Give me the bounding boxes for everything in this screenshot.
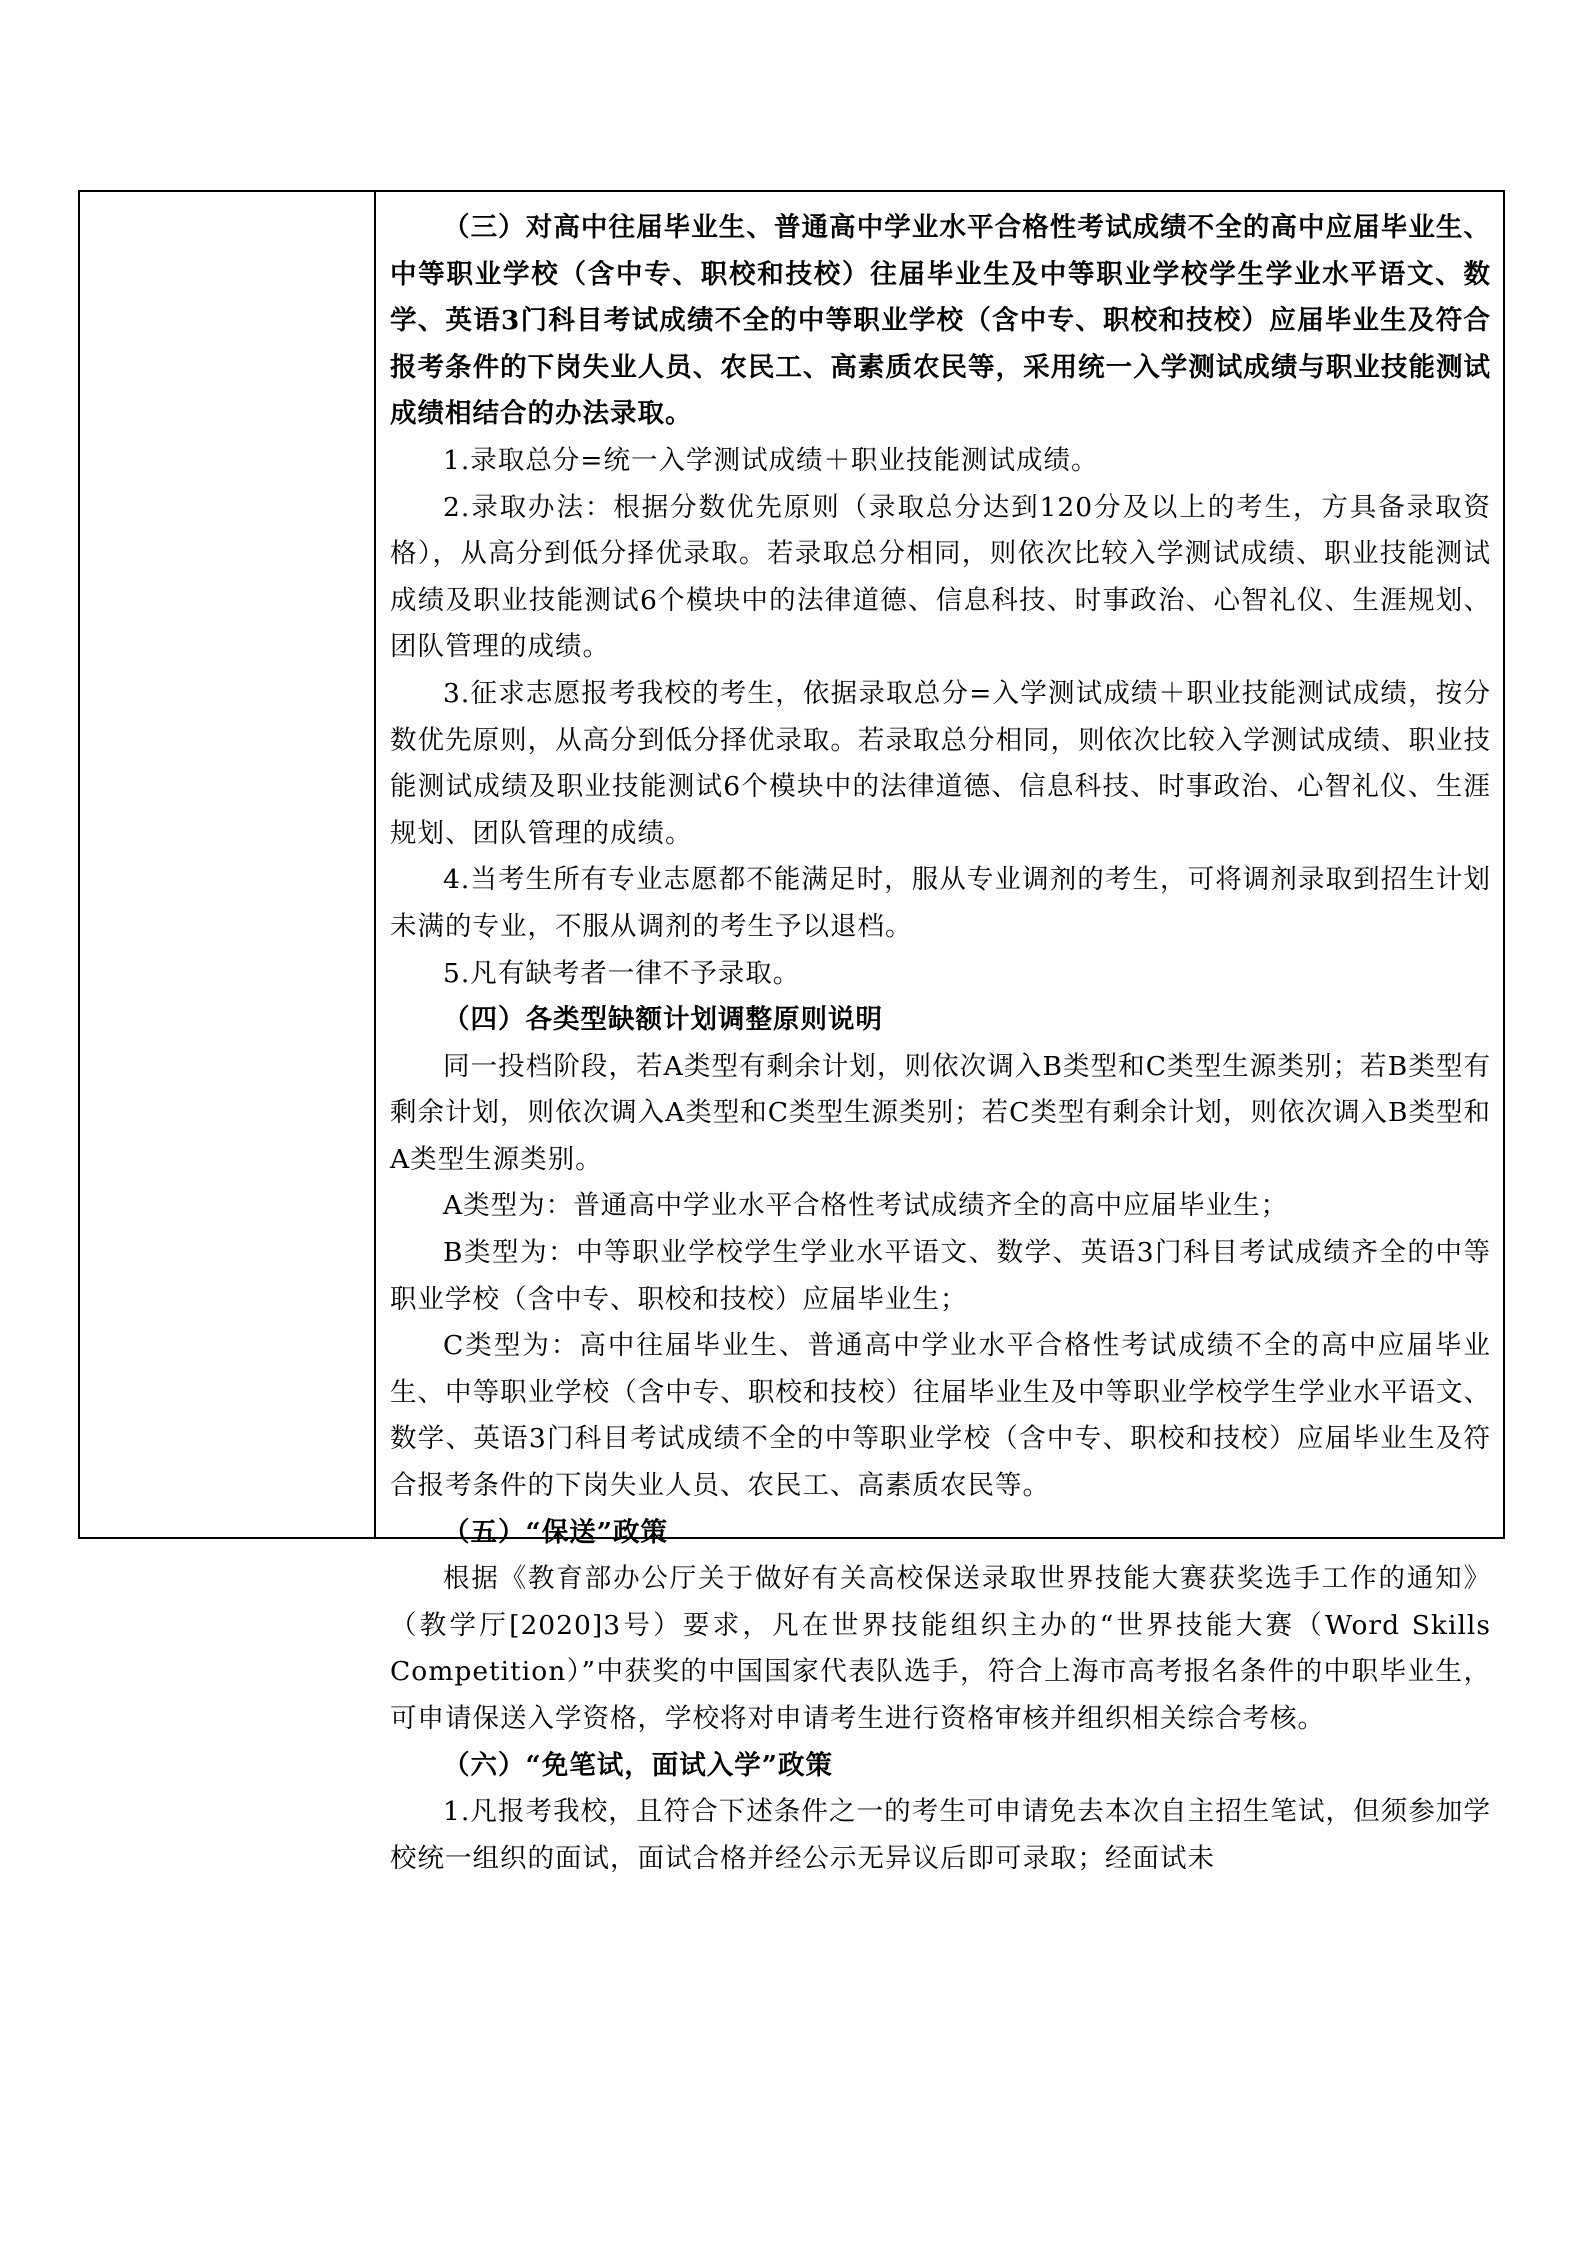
- recommendation-policy-paragraph: 根据《教育部办公厅关于做好有关高校保送录取世界技能大赛获奖选手工作的通知》（教学厅[2020]3号）要求，凡在世界技能组织主办的“世界技能大赛（Word Skills Competition）”中获奖的中国国家代表队选手，符合上海市高考报名条件的中职毕业生，可申请保送入学资格，学校将对申请考生进行资格审核并组织相关综合考核。: [390, 1563, 1491, 1734]
- table-left-cell: [80, 192, 376, 1537]
- section-six-heading: （六）“免笔试，面试入学”政策: [443, 1749, 833, 1781]
- type-a-definition: A类型为：普通高中学业水平合格性考试成绩齐全的高中应届毕业生；: [443, 1190, 1289, 1222]
- section-five-heading: （五）“保送”政策: [443, 1516, 668, 1548]
- table-content-cell: [376, 192, 1503, 1874]
- document-table: [78, 190, 1505, 1874]
- type-c-definition: C类型为：高中往届毕业生、普通高中学业水平合格性考试成绩不全的高中应届毕业生、中等职业学校（含中专、职校和技校）往届毕业生及中等职业学校学生学业水平语文、数学、英语3门科目考试成绩不全的中等职业学校（含中专、职校和技校）应届毕业生及符合报考条件的下岗失业人员、农民工、高素质农民等。: [390, 1330, 1491, 1502]
- section-three-paragraph: （三）对高中往届毕业生、普通高中学业水平合格性考试成绩不全的高中应届毕业生、中等职业学校（含中专、职校和技校）往届毕业生及中等职业学校学生学业水平语文、数学、英语3门科目考试成绩不全的中等职业学校（含中专、职校和技校）应届毕业生及符合报考条件的下岗失业人员、农民工、高素质农民等，采用统一入学测试成绩与职业技能测试成绩相结合的办法录取。: [390, 212, 1491, 430]
- section-four-heading: （四）各类型缺额计划调整原则说明: [443, 1004, 883, 1036]
- type-b-definition: B类型为：中等职业学校学生学业水平语文、数学、英语3门科目考试成绩齐全的中等职业学校（含中专、职校和技校）应届毕业生；: [390, 1237, 1491, 1315]
- rule-1-total-score: 1.录取总分=统一入学测试成绩＋职业技能测试成绩。: [443, 444, 1099, 476]
- rule-3-voluntary-applicants: 3.征求志愿报考我校的考生，依据录取总分=入学测试成绩＋职业技能测试成绩，按分数优先原则，从高分到低分择优录取。若录取总分相同，则依次比较入学测试成绩、职业技能测试成绩及职业技能测试6个模块中的法律道德、信息科技、时事政治、心智礼仪、生涯规划、团队管理的成绩。: [390, 677, 1491, 849]
- exam-exemption-paragraph: 1.凡报考我校，且符合下述条件之一的考生可申请免去本次自主招生笔试，但须参加学校统一组织的面试，面试合格并经公示无异议后即可录取；经面试未: [390, 1796, 1491, 1874]
- quota-adjustment-paragraph: 同一投档阶段，若A类型有剩余计划，则依次调入B类型和C类型生源类别；若B类型有剩余计划，则依次调入A类型和C类型生源类别；若C类型有剩余计划，则依次调入B类型和A类型生源类别。: [390, 1050, 1491, 1175]
- rule-2-admission-method: 2.录取办法：根据分数优先原则（录取总分达到120分及以上的考生，方具备录取资格），从高分到低分择优录取。若录取总分相同，则依次比较入学测试成绩、职业技能测试成绩及职业技能测试6个模块中的法律道德、信息科技、时事政治、心智礼仪、生涯规划、团队管理的成绩。: [390, 491, 1491, 663]
- rule-4-adjustment: 4.当考生所有专业志愿都不能满足时，服从专业调剂的考生，可将调剂录取到招生计划未满的专业，不服从调剂的考生予以退档。: [390, 864, 1491, 942]
- rule-5-absence: 5.凡有缺考者一律不予录取。: [443, 957, 801, 989]
